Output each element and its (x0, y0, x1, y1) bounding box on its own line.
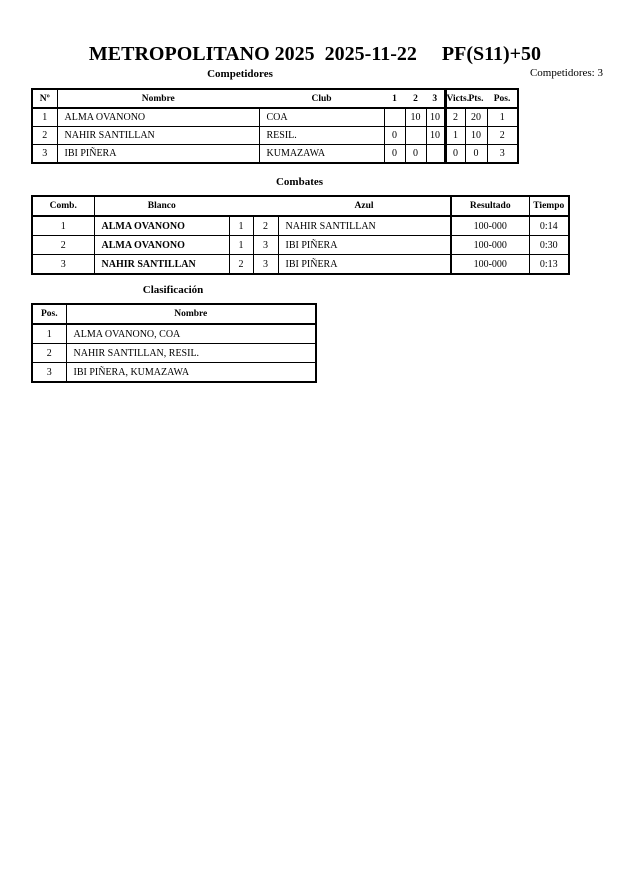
classification-row (32, 324, 316, 344)
combats-header-row (32, 196, 569, 216)
combat-time: 0:30 (529, 236, 569, 255)
competitor-victories: 1 (445, 127, 465, 145)
col-header-time: Tiempo (529, 196, 569, 216)
blue-competitor-number: 3 (253, 236, 278, 255)
score-vs-2: 0 (405, 145, 426, 164)
classification-row (32, 363, 316, 383)
competitors-header-row (32, 89, 518, 108)
col-header-position: Pos. (487, 89, 518, 108)
score-vs-2 (405, 127, 426, 145)
classification-position: 3 (32, 363, 66, 383)
classification-name: IBI PIÑERA, KUMAZAWA (66, 363, 316, 383)
col-header-result: Resultado (451, 196, 529, 216)
white-competitor-number: 1 (229, 236, 253, 255)
blue-competitor-number: 3 (253, 255, 278, 275)
blue-competitor-name: IBI PIÑERA (278, 236, 451, 255)
col-header-name: Nombre (57, 89, 259, 108)
competitors-section-label: Competidores (207, 68, 273, 80)
combat-number: 2 (32, 236, 94, 255)
combat-row (32, 236, 569, 255)
combat-number: 1 (32, 216, 94, 236)
blue-competitor-name: IBI PIÑERA (278, 255, 451, 275)
combat-time: 0:14 (529, 216, 569, 236)
competitor-club: RESIL. (259, 127, 384, 145)
competitor-name: IBI PIÑERA (57, 145, 259, 164)
competitor-victories: 0 (445, 145, 465, 164)
classification-header-row (32, 304, 316, 324)
classification-table (31, 303, 317, 383)
score-vs-2: 10 (405, 108, 426, 127)
col-header-round-1: 1 (384, 89, 405, 108)
score-vs-3 (426, 145, 445, 164)
col-header-blue: Azul (278, 196, 451, 216)
combat-result: 100-000 (451, 216, 529, 236)
combat-row (32, 255, 569, 275)
col-header-blank (229, 196, 253, 216)
combat-number: 3 (32, 255, 94, 275)
col-header-name: Nombre (66, 304, 316, 324)
combat-time: 0:13 (529, 255, 569, 275)
competitor-points: 0 (465, 145, 487, 164)
col-header-number: Nº (32, 89, 57, 108)
competitor-number: 3 (32, 145, 57, 164)
competitor-name: NAHIR SANTILLAN (57, 127, 259, 145)
classification-position: 2 (32, 344, 66, 363)
combat-result: 100-000 (451, 255, 529, 275)
competitor-victories: 2 (445, 108, 465, 127)
classification-name: NAHIR SANTILLAN, RESIL. (66, 344, 316, 363)
competitor-position: 2 (487, 127, 518, 145)
competitors-table (31, 88, 519, 164)
white-competitor-name: NAHIR SANTILLAN (94, 255, 229, 275)
combats-section-label: Combates (275, 176, 324, 188)
col-header-position: Pos. (32, 304, 66, 324)
competitors-count: Competidores: 3 (529, 67, 603, 79)
page-title: METROPOLITANO 2025 2025-11-22 PF(S11)+50 (88, 43, 542, 65)
combat-row (32, 216, 569, 236)
classification-row (32, 344, 316, 363)
col-header-victories: Victs. (445, 89, 465, 108)
competitor-number: 2 (32, 127, 57, 145)
score-vs-3: 10 (426, 108, 445, 127)
competitor-club: KUMAZAWA (259, 145, 384, 164)
col-header-combat-number: Comb. (32, 196, 94, 216)
white-competitor-name: ALMA OVANONO (94, 236, 229, 255)
white-competitor-name: ALMA OVANONO (94, 216, 229, 236)
white-competitor-number: 2 (229, 255, 253, 275)
score-vs-1 (384, 108, 405, 127)
competitor-club: COA (259, 108, 384, 127)
col-header-round-3: 3 (426, 89, 445, 108)
classification-section-label: Clasificación (142, 284, 204, 296)
score-vs-1: 0 (384, 127, 405, 145)
blue-competitor-number: 2 (253, 216, 278, 236)
col-header-points: Pts. (465, 89, 487, 108)
competitor-points: 20 (465, 108, 487, 127)
col-header-blank (253, 196, 278, 216)
competitor-points: 10 (465, 127, 487, 145)
competitor-position: 3 (487, 145, 518, 164)
blue-competitor-name: NAHIR SANTILLAN (278, 216, 451, 236)
competitor-row (32, 108, 518, 127)
col-header-white: Blanco (94, 196, 229, 216)
competitor-position: 1 (487, 108, 518, 127)
competitor-row (32, 127, 518, 145)
competitor-name: ALMA OVANONO (57, 108, 259, 127)
score-vs-1: 0 (384, 145, 405, 164)
col-header-club: Club (259, 89, 384, 108)
competitor-row (32, 145, 518, 164)
combats-table (31, 195, 570, 275)
col-header-round-2: 2 (405, 89, 426, 108)
competitor-number: 1 (32, 108, 57, 127)
classification-name: ALMA OVANONO, COA (66, 324, 316, 344)
white-competitor-number: 1 (229, 216, 253, 236)
score-vs-3: 10 (426, 127, 445, 145)
combat-result: 100-000 (451, 236, 529, 255)
classification-position: 1 (32, 324, 66, 344)
